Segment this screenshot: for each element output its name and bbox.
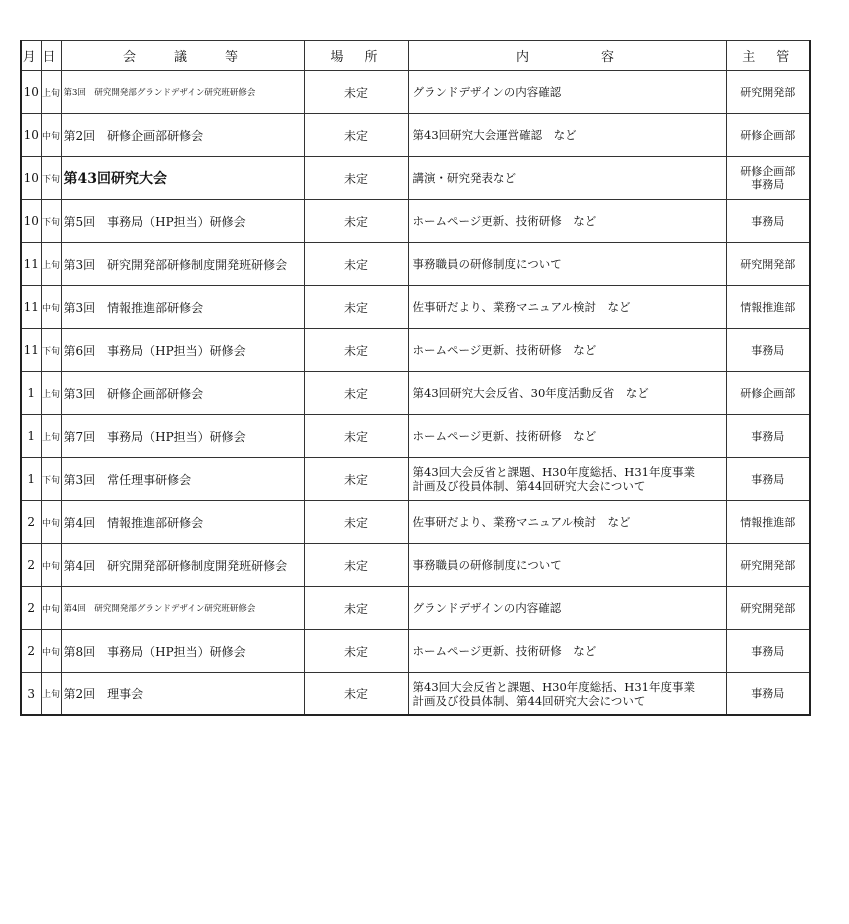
day-cell: 下旬 (41, 200, 61, 243)
meeting-cell: 第5回 事務局（HP担当）研修会 (61, 200, 304, 243)
place-cell: 未定 (304, 286, 408, 329)
place-cell: 未定 (304, 415, 408, 458)
table-row (21, 673, 810, 716)
content-cell: 佐事研だより、業務マニュアル検討 など (408, 286, 726, 329)
month-cell: 10 (21, 157, 41, 200)
meeting-cell: 第3回 研究開発部グランドデザイン研究班研修会 (61, 71, 304, 114)
table-row (21, 71, 810, 114)
header-meeting: 会 議 等 (61, 41, 304, 71)
host-cell: 研究開発部 (726, 243, 810, 286)
month-cell: 10 (21, 200, 41, 243)
host-cell: 研究開発部 (726, 71, 810, 114)
place-cell: 未定 (304, 329, 408, 372)
place-cell: 未定 (304, 243, 408, 286)
place-cell: 未定 (304, 630, 408, 673)
month-cell: 2 (21, 630, 41, 673)
day-cell: 上旬 (41, 243, 61, 286)
host-cell: 研修企画部 (726, 372, 810, 415)
day-cell: 中旬 (41, 630, 61, 673)
meeting-cell: 第6回 事務局（HP担当）研修会 (61, 329, 304, 372)
content-cell: 第43回大会反省と課題、H30年度総括、H31年度事業 計画及び役員体制、第44回研究大会について (408, 673, 726, 716)
content-cell: 事務職員の研修制度について (408, 544, 726, 587)
place-cell: 未定 (304, 544, 408, 587)
meeting-cell: 第3回 研修企画部研修会 (61, 372, 304, 415)
table-body (21, 71, 810, 716)
content-cell: 佐事研だより、業務マニュアル検討 など (408, 501, 726, 544)
month-cell: 3 (21, 673, 41, 716)
day-cell: 上旬 (41, 372, 61, 415)
month-cell: 1 (21, 415, 41, 458)
place-cell: 未定 (304, 458, 408, 501)
place-cell: 未定 (304, 71, 408, 114)
host-cell: 情報推進部 (726, 501, 810, 544)
meeting-cell: 第3回 研究開発部研修制度開発班研修会 (61, 243, 304, 286)
meeting-cell: 第3回 情報推進部研修会 (61, 286, 304, 329)
table-row (21, 114, 810, 157)
month-cell: 2 (21, 587, 41, 630)
table-row (21, 415, 810, 458)
content-cell: グランドデザインの内容確認 (408, 587, 726, 630)
day-cell: 上旬 (41, 673, 61, 716)
day-cell: 下旬 (41, 329, 61, 372)
place-cell: 未定 (304, 372, 408, 415)
meeting-cell: 第4回 研究開発部グランドデザイン研究班研修会 (61, 587, 304, 630)
meeting-cell: 第4回 研究開発部研修制度開発班研修会 (61, 544, 304, 587)
place-cell: 未定 (304, 673, 408, 716)
place-cell: 未定 (304, 501, 408, 544)
host-cell: 事務局 (726, 415, 810, 458)
table-row (21, 157, 810, 200)
day-cell: 上旬 (41, 415, 61, 458)
meeting-cell: 第2回 研修企画部研修会 (61, 114, 304, 157)
table-row (21, 587, 810, 630)
day-cell: 下旬 (41, 157, 61, 200)
content-cell: ホームページ更新、技術研修 など (408, 329, 726, 372)
day-cell: 下旬 (41, 458, 61, 501)
place-cell: 未定 (304, 114, 408, 157)
content-cell: ホームページ更新、技術研修 など (408, 630, 726, 673)
content-cell: 第43回大会反省と課題、H30年度総括、H31年度事業 計画及び役員体制、第44回研究大会について (408, 458, 726, 501)
table-row (21, 501, 810, 544)
host-cell: 研究開発部 (726, 587, 810, 630)
month-cell: 11 (21, 243, 41, 286)
schedule-table (20, 40, 811, 716)
month-cell: 2 (21, 501, 41, 544)
table-row (21, 458, 810, 501)
meeting-cell: 第43回研究大会 (61, 157, 304, 200)
month-cell: 1 (21, 458, 41, 501)
table-row (21, 243, 810, 286)
host-cell: 研究開発部 (726, 544, 810, 587)
header-day: 日 (41, 41, 61, 71)
host-cell: 研修企画部 事務局 (726, 157, 810, 200)
month-cell: 10 (21, 114, 41, 157)
month-cell: 11 (21, 329, 41, 372)
content-cell: 第43回研究大会反省、30年度活動反省 など (408, 372, 726, 415)
meeting-cell: 第4回 情報推進部研修会 (61, 501, 304, 544)
place-cell: 未定 (304, 157, 408, 200)
meeting-cell: 第8回 事務局（HP担当）研修会 (61, 630, 304, 673)
place-cell: 未定 (304, 200, 408, 243)
meeting-cell: 第3回 常任理事研修会 (61, 458, 304, 501)
host-cell: 情報推進部 (726, 286, 810, 329)
header-host: 主 管 (726, 41, 810, 71)
place-cell: 未定 (304, 587, 408, 630)
table-row (21, 286, 810, 329)
day-cell: 中旬 (41, 114, 61, 157)
month-cell: 11 (21, 286, 41, 329)
day-cell: 中旬 (41, 501, 61, 544)
meeting-cell: 第2回 理事会 (61, 673, 304, 716)
content-cell: グランドデザインの内容確認 (408, 71, 726, 114)
month-cell: 2 (21, 544, 41, 587)
content-cell: ホームページ更新、技術研修 など (408, 415, 726, 458)
host-cell: 事務局 (726, 200, 810, 243)
header-content: 内 容 (408, 41, 726, 71)
header-place: 場 所 (304, 41, 408, 71)
day-cell: 中旬 (41, 587, 61, 630)
table-row (21, 372, 810, 415)
table-row (21, 630, 810, 673)
host-cell: 事務局 (726, 329, 810, 372)
table-row (21, 329, 810, 372)
content-cell: ホームページ更新、技術研修 など (408, 200, 726, 243)
header-month: 月 (21, 41, 41, 71)
day-cell: 中旬 (41, 286, 61, 329)
content-cell: 講演・研究発表など (408, 157, 726, 200)
month-cell: 10 (21, 71, 41, 114)
meeting-cell: 第7回 事務局（HP担当）研修会 (61, 415, 304, 458)
table-row (21, 200, 810, 243)
day-cell: 上旬 (41, 71, 61, 114)
table-row (21, 544, 810, 587)
host-cell: 研修企画部 (726, 114, 810, 157)
month-cell: 1 (21, 372, 41, 415)
host-cell: 事務局 (726, 458, 810, 501)
content-cell: 事務職員の研修制度について (408, 243, 726, 286)
host-cell: 事務局 (726, 673, 810, 716)
day-cell: 中旬 (41, 544, 61, 587)
host-cell: 事務局 (726, 630, 810, 673)
header-row (21, 41, 810, 71)
content-cell: 第43回研究大会運営確認 など (408, 114, 726, 157)
